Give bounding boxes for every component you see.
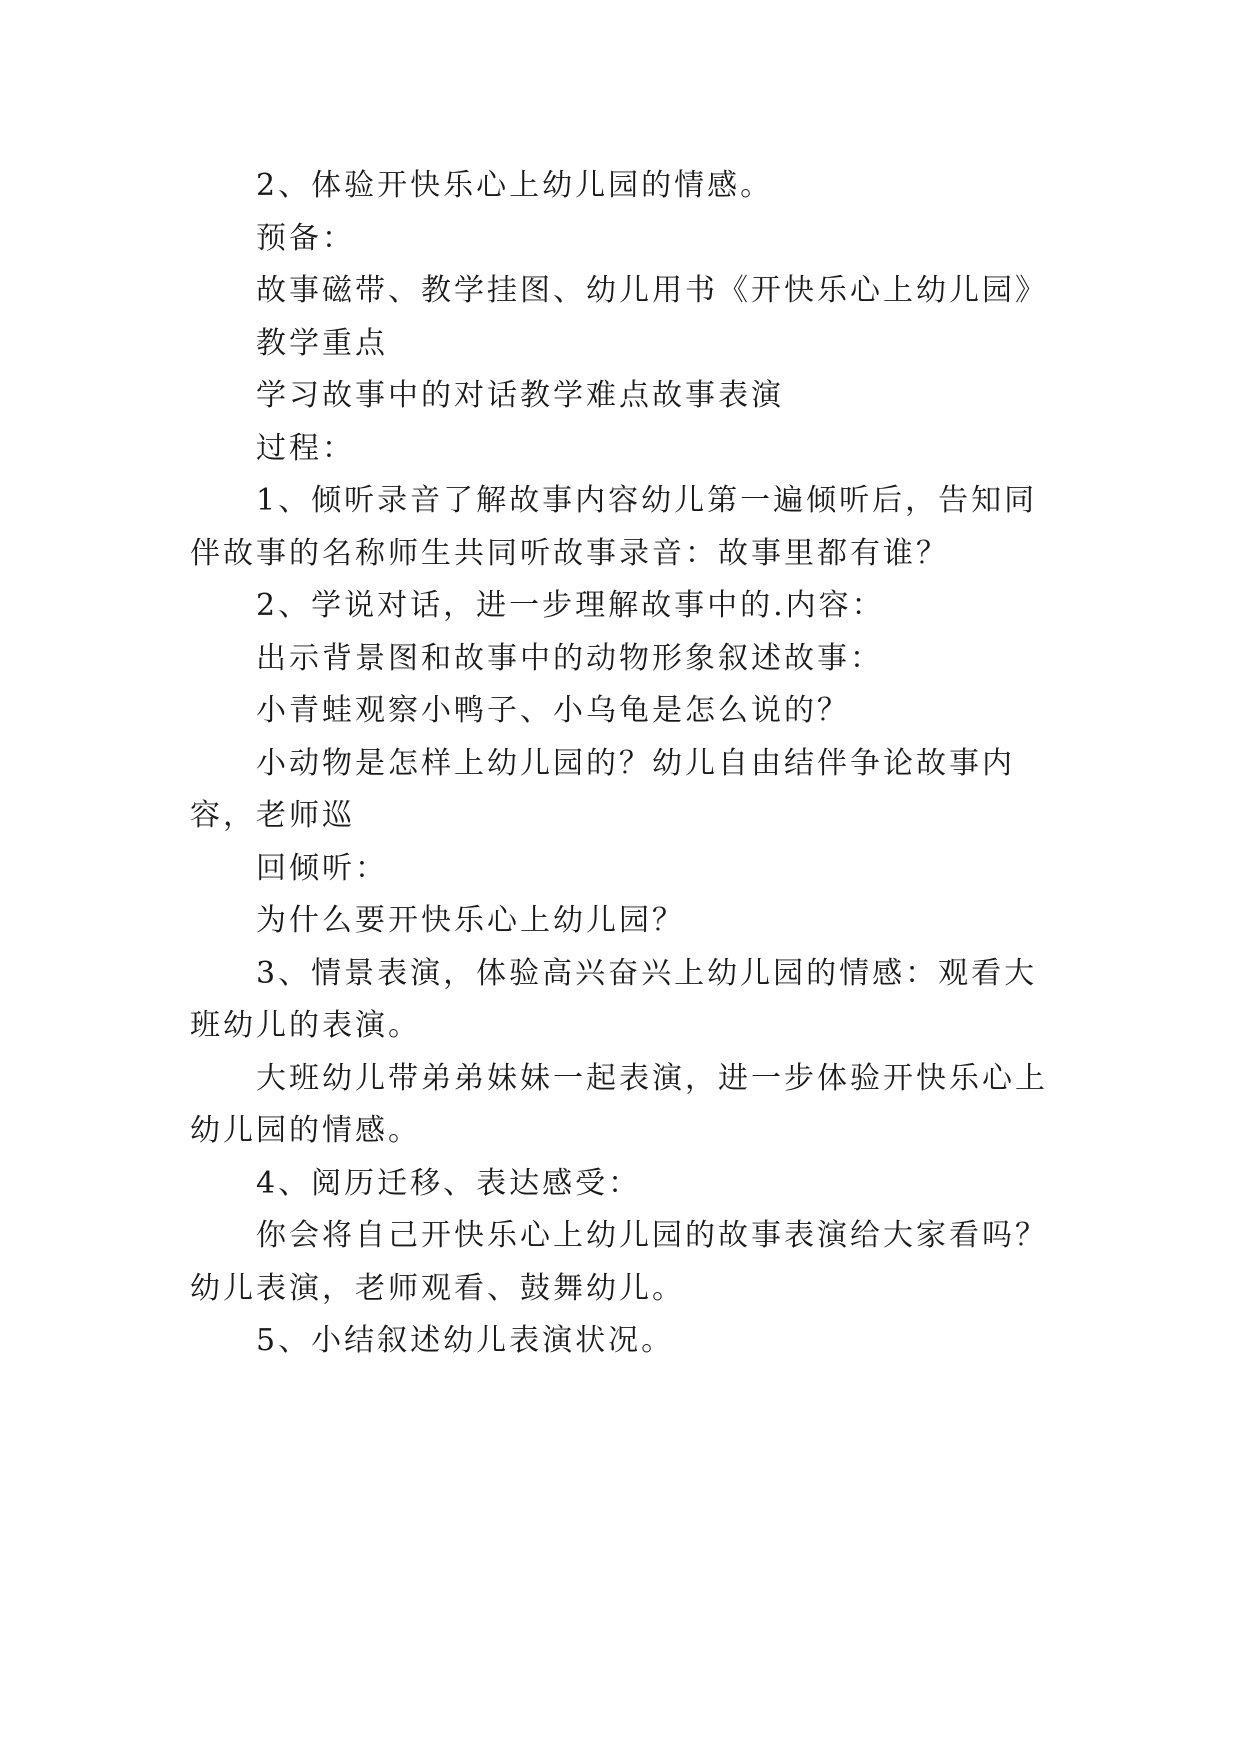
paragraph: 1、倾听录音了解故事内容幼儿第一遍倾听后，告知同伴故事的名称师生共同听故事录音：故事里都有谁？: [190, 483, 1038, 571]
paragraph: 为什么要开快乐心上幼儿园？: [256, 903, 685, 938]
paragraph: 你会将自己开快乐心上幼儿园的故事表演给大家看吗？幼儿表演，老师观看、鼓舞幼儿。: [190, 1218, 1048, 1306]
paragraph: 教学重点: [256, 325, 388, 361]
paragraph: 3、情景表演，体验高兴奋兴上幼儿园的情感：观看大班幼儿的表演。: [190, 955, 1038, 1043]
paragraph: 回倾听：: [256, 850, 388, 886]
paragraph: 学习故事中的对话教学难点故事表演: [256, 378, 784, 413]
document-body: [190, 160, 1070, 1368]
paragraph: 过程：: [256, 430, 355, 466]
paragraph: 2、体验开快乐心上幼儿园的情感。: [256, 168, 774, 203]
paragraph: 出示背景图和故事中的动物形象叙述故事：: [256, 640, 883, 676]
paragraph: 小青蛙观察小鸭子、小乌龟是怎么说的？: [256, 693, 850, 728]
paragraph: 4、阅历迁移、表达感受：: [256, 1165, 642, 1201]
paragraph: 故事磁带、教学挂图、幼儿用书《开快乐心上幼儿园》: [256, 273, 1048, 308]
paragraph: 大班幼儿带弟弟妹妹一起表演，进一步体验开快乐心上幼儿园的情感。: [190, 1060, 1048, 1148]
paragraph: 5、小结叙述幼儿表演状况。: [256, 1323, 675, 1358]
paragraph: 小动物是怎样上幼儿园的？幼儿自由结伴争论故事内容，老师巡: [190, 745, 1015, 833]
paragraph: 预备：: [256, 220, 355, 256]
paragraph: 2、学说对话，进一步理解故事中的.内容：: [256, 588, 885, 623]
